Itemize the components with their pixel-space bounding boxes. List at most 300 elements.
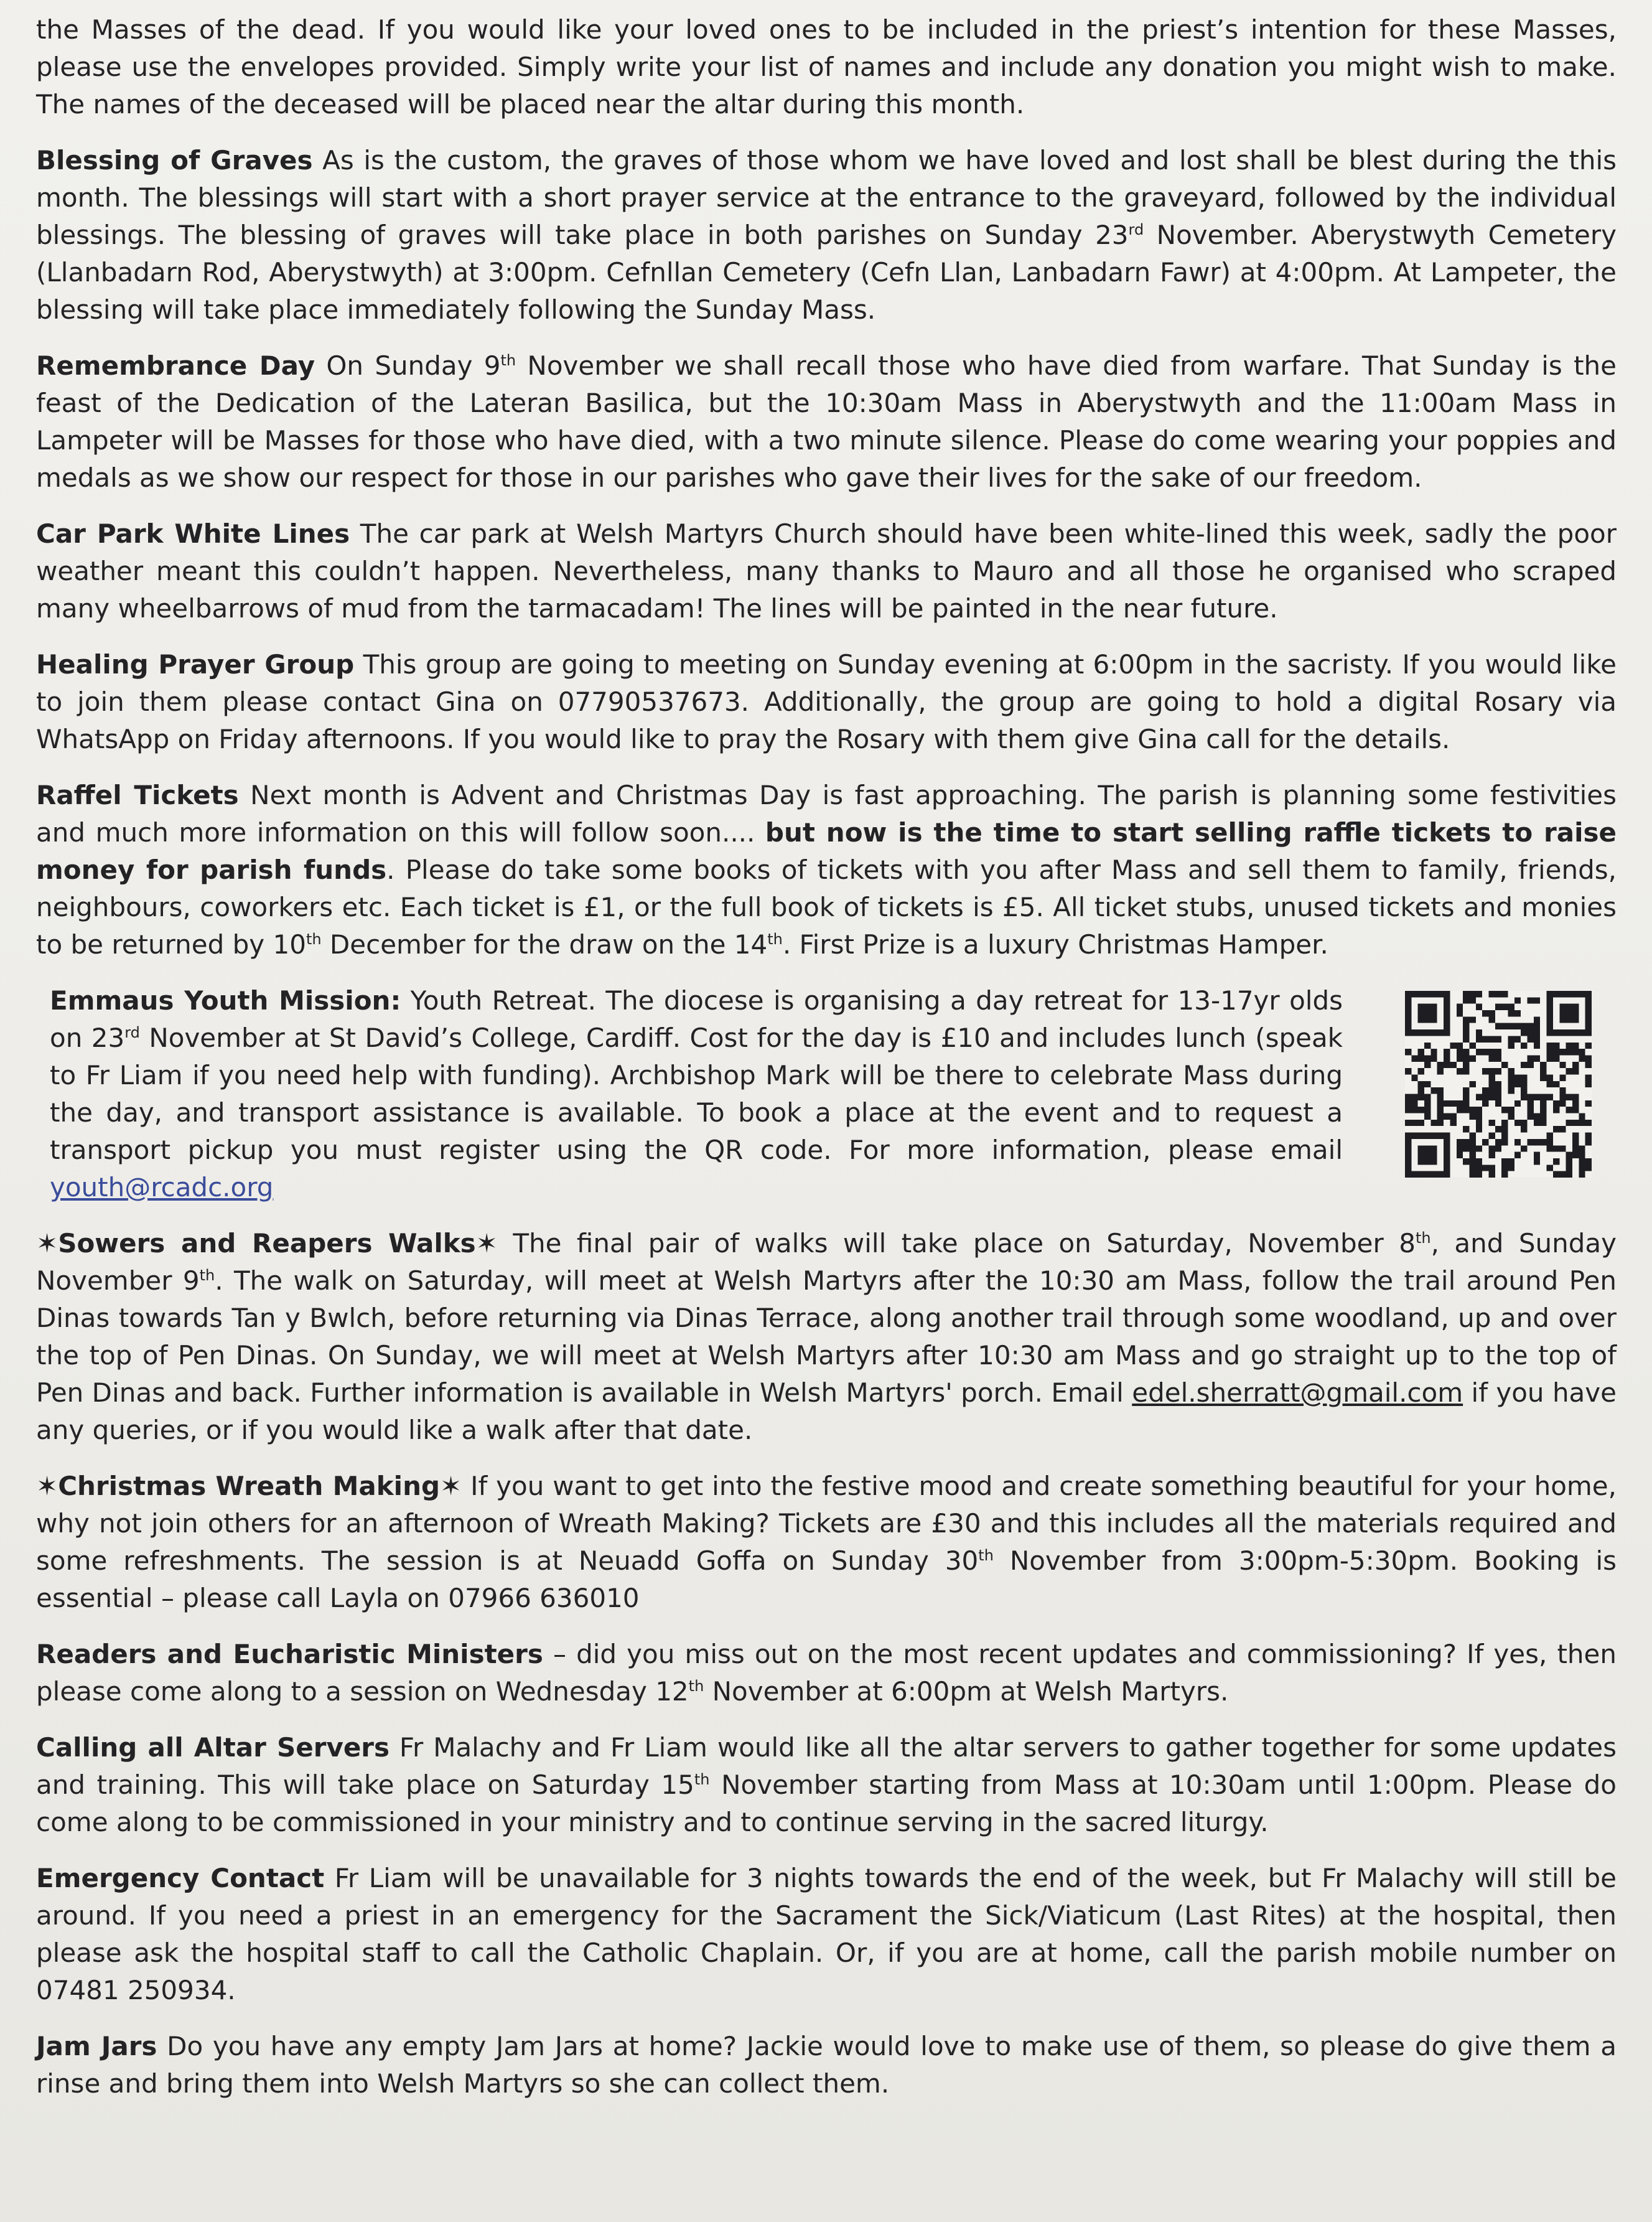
qr-module: [1476, 1029, 1482, 1036]
qr-module: [1495, 1145, 1501, 1151]
qr-module: [1579, 1158, 1585, 1165]
qr-module: [1418, 1055, 1424, 1061]
qr-module: [1424, 1081, 1430, 1087]
qr-module: [1528, 1062, 1534, 1068]
qr-module: [1476, 991, 1482, 997]
qr-module: [1553, 1126, 1559, 1132]
qr-module: [1585, 1133, 1592, 1139]
qr-module: [1463, 1023, 1469, 1029]
qr-module: [1405, 1068, 1411, 1074]
qr-module: [1585, 997, 1592, 1003]
qr-module: [1547, 1023, 1553, 1029]
qr-module: [1457, 1004, 1463, 1010]
emmaus-text-block: [36, 982, 1343, 1206]
remembrance-sup-1: th: [500, 352, 516, 369]
qr-module: [1572, 1139, 1579, 1145]
qr-module: [1528, 1029, 1534, 1036]
qr-module: [1579, 1152, 1585, 1158]
qr-module: [1488, 1055, 1495, 1061]
qr-module: [1572, 1043, 1579, 1049]
qr-module: [1405, 1029, 1411, 1036]
qr-module: [1488, 1171, 1495, 1178]
qr-module: [1437, 1100, 1444, 1107]
qr-module: [1424, 1145, 1430, 1151]
qr-module: [1566, 1010, 1572, 1016]
sowers-sup-1: th: [1415, 1229, 1431, 1247]
wreath-sup-1: th: [978, 1547, 994, 1564]
raffle-text-2: . Please do take some books of tickets with you after Mass and sell them to family, friends, neighbours, coworkers etc. Each ticket is £1, or the full book of tickets is £5. All ticket stubs, unused tickets and monies to be returned by 10: [36, 855, 1617, 960]
qr-module: [1463, 1036, 1469, 1042]
qr-module: [1430, 1016, 1437, 1023]
qr-module: [1585, 991, 1592, 997]
qr-module: [1528, 1094, 1534, 1100]
qr-module: [1495, 1094, 1501, 1100]
qr-module: [1437, 1029, 1444, 1036]
qr-module: [1534, 1094, 1540, 1100]
qr-module: [1476, 1094, 1482, 1100]
remembrance-text-1: On Sunday 9: [315, 350, 501, 381]
youth-email-link[interactable]: youth@rcadc.org: [50, 1172, 274, 1202]
qr-module: [1579, 991, 1585, 997]
qr-module: [1430, 1145, 1437, 1151]
qr-module: [1572, 1145, 1579, 1151]
qr-module: [1424, 1113, 1430, 1120]
qr-module: [1444, 1152, 1450, 1158]
qr-module: [1488, 1094, 1495, 1100]
raffle-text-3: December for the draw on the 14: [321, 929, 768, 960]
qr-module: [1572, 1120, 1579, 1126]
blessing-of-graves-notice: [36, 142, 1617, 329]
qr-module: [1553, 1043, 1559, 1049]
qr-module: [1547, 997, 1553, 1003]
qr-module: [1411, 1029, 1417, 1036]
qr-module: [1411, 1074, 1417, 1081]
qr-module: [1501, 1120, 1508, 1126]
qr-module: [1405, 1094, 1411, 1100]
qr-module: [1566, 1004, 1572, 1010]
qr-module: [1463, 1049, 1469, 1055]
qr-module: [1521, 1074, 1527, 1081]
qr-module: [1508, 1158, 1514, 1165]
qr-module: [1424, 1062, 1430, 1068]
qr-module: [1572, 991, 1579, 997]
qr-module: [1572, 1152, 1579, 1158]
qr-module: [1482, 1010, 1488, 1016]
qr-module: [1476, 1165, 1482, 1171]
qr-module: [1424, 1029, 1430, 1036]
qr-module: [1457, 1055, 1463, 1061]
qr-module: [1411, 991, 1417, 997]
jam-jars-notice: [36, 2028, 1617, 2102]
qr-module: [1508, 1036, 1514, 1042]
qr-module: [1521, 1029, 1527, 1036]
qr-module: [1418, 1049, 1424, 1055]
blessing-of-graves-heading: Blessing of Graves: [36, 145, 313, 176]
qr-module: [1444, 1100, 1450, 1107]
qr-module: [1405, 1100, 1411, 1107]
qr-module: [1566, 1120, 1572, 1126]
qr-module: [1534, 1120, 1540, 1126]
qr-module: [1411, 1133, 1417, 1139]
qr-module: [1547, 991, 1553, 997]
qr-module: [1553, 991, 1559, 997]
qr-module: [1566, 1043, 1572, 1049]
qr-module: [1437, 1107, 1444, 1113]
qr-module: [1457, 1043, 1463, 1049]
qr-module: [1585, 1029, 1592, 1036]
qr-module: [1405, 1139, 1411, 1145]
qr-module: [1559, 1100, 1566, 1107]
qr-module: [1469, 1016, 1475, 1023]
readers-text-1: – did you miss out on the most recent updates and commissioning? If yes, then please come along to a session on Wednesday 12: [36, 1639, 1617, 1707]
qr-module: [1476, 1036, 1482, 1042]
qr-module: [1488, 1087, 1495, 1094]
altar-servers-sup-1: th: [694, 1771, 710, 1788]
qr-module: [1547, 1049, 1553, 1055]
car-park-heading: Car Park White Lines: [36, 518, 350, 549]
qr-module: [1411, 1107, 1417, 1113]
qr-module: [1528, 1055, 1534, 1061]
qr-module: [1501, 1133, 1508, 1139]
qr-module: [1508, 1113, 1514, 1120]
qr-module: [1488, 1010, 1495, 1016]
qr-module: [1547, 1133, 1553, 1139]
qr-module: [1482, 1068, 1488, 1074]
qr-module: [1469, 997, 1475, 1003]
qr-module: [1424, 1171, 1430, 1178]
qr-module: [1418, 1081, 1424, 1087]
qr-module: [1437, 1068, 1444, 1074]
readers-text-2: November at 6:00pm at Welsh Martyrs.: [704, 1676, 1229, 1707]
qr-module: [1444, 1055, 1450, 1061]
qr-module: [1572, 1004, 1579, 1010]
qr-module: [1566, 1171, 1572, 1178]
qr-module: [1457, 1107, 1463, 1113]
car-park-text: The car park at Welsh Martyrs Church should have been white-lined this week, sadly the poor weather meant this couldn’t happen. Nevertheless, many thanks to Mauro and all those he organised who scraped many wheelbarrows of mud from the tarmacadam! The lines will be painted in the near future.: [36, 518, 1617, 624]
qr-module: [1547, 1043, 1553, 1049]
qr-module: [1572, 1100, 1579, 1107]
qr-module: [1566, 1165, 1572, 1171]
qr-module: [1444, 1010, 1450, 1016]
qr-module: [1444, 1113, 1450, 1120]
qr-module: [1444, 1029, 1450, 1036]
qr-module: [1469, 1152, 1475, 1158]
qr-module: [1463, 991, 1469, 997]
qr-module: [1450, 1062, 1456, 1068]
qr-module: [1534, 1139, 1540, 1145]
qr-module: [1514, 1120, 1521, 1126]
qr-module: [1469, 991, 1475, 997]
qr-module: [1534, 1055, 1540, 1061]
qr-code-icon[interactable]: [1405, 991, 1592, 1178]
qr-module: [1495, 1004, 1501, 1010]
qr-module: [1508, 1087, 1514, 1094]
blessing-text-1: As is the custom, the graves of those whom we have loved and lost shall be blest during the this month. The blessings will start with a short prayer service at the entrance to the graveyard, followed by the individual blessings. The blessing of graves will take place in both parishes on Sunday 23: [36, 145, 1617, 250]
qr-module: [1463, 1087, 1469, 1094]
sowers-text-4: if you have any queries, or if you would like a walk after that date.: [36, 1377, 1617, 1445]
qr-module: [1405, 1120, 1411, 1126]
qr-module: [1488, 1145, 1495, 1151]
qr-module: [1521, 1023, 1527, 1029]
qr-module: [1495, 1126, 1501, 1132]
qr-module: [1521, 1145, 1527, 1151]
qr-module: [1482, 1100, 1488, 1107]
qr-module: [1424, 1100, 1430, 1107]
emergency-contact-notice: [36, 1860, 1617, 2009]
qr-module: [1457, 1152, 1463, 1158]
qr-module: [1572, 1062, 1579, 1068]
qr-module: [1495, 1023, 1501, 1029]
qr-module: [1501, 1126, 1508, 1132]
qr-module: [1488, 1152, 1495, 1158]
qr-module: [1495, 1100, 1501, 1107]
qr-module: [1482, 1139, 1488, 1145]
qr-module: [1521, 1087, 1527, 1094]
qr-module: [1488, 1049, 1495, 1055]
qr-module: [1579, 1145, 1585, 1151]
qr-module: [1430, 991, 1437, 997]
qr-module: [1514, 1139, 1521, 1145]
sowers-reapers-notice: [36, 1225, 1617, 1449]
wreath-text-1: If you want to get into the festive mood and create something beautiful for your home, why not join others for an afternoon of Wreath Making? Tickets are £30 and this includes all the materials required and some refreshments. The session is at Neuadd Goffa on Sunday 30: [36, 1471, 1617, 1576]
qr-module: [1534, 1158, 1540, 1165]
qr-module: [1501, 1165, 1508, 1171]
qr-module: [1528, 1023, 1534, 1029]
qr-module: [1501, 1004, 1508, 1010]
qr-module: [1521, 1062, 1527, 1068]
qr-module: [1418, 1107, 1424, 1113]
qr-module: [1482, 1049, 1488, 1055]
qr-module: [1437, 1120, 1444, 1126]
qr-module: [1476, 1145, 1482, 1151]
qr-module: [1547, 1094, 1553, 1100]
qr-module: [1418, 1152, 1424, 1158]
qr-module: [1547, 1055, 1553, 1061]
qr-module: [1418, 1158, 1424, 1165]
qr-module: [1437, 1094, 1444, 1100]
qr-module: [1437, 1133, 1444, 1139]
qr-module: [1424, 1152, 1430, 1158]
qr-module: [1430, 1171, 1437, 1178]
qr-module: [1540, 1068, 1546, 1074]
qr-module: [1534, 1113, 1540, 1120]
qr-module: [1405, 1010, 1411, 1016]
qr-module: [1405, 1165, 1411, 1171]
emergency-heading: Emergency Contact: [36, 1863, 325, 1893]
sowers-text-1: The final pair of walks will take place on Saturday, November 8: [497, 1228, 1416, 1259]
qr-module: [1418, 1004, 1424, 1010]
qr-module: [1488, 1120, 1495, 1126]
qr-module: [1508, 1068, 1514, 1074]
qr-module: [1534, 1016, 1540, 1023]
qr-module: [1430, 1087, 1437, 1094]
qr-module: [1559, 1171, 1566, 1178]
qr-module: [1585, 1139, 1592, 1145]
qr-module: [1566, 1016, 1572, 1023]
qr-module: [1411, 1055, 1417, 1061]
altar-servers-notice: [36, 1729, 1617, 1841]
qr-module: [1547, 1081, 1553, 1087]
qr-module: [1444, 1165, 1450, 1171]
qr-module: [1463, 1068, 1469, 1074]
qr-module: [1405, 1145, 1411, 1151]
qr-module: [1508, 1081, 1514, 1087]
qr-module: [1514, 1036, 1521, 1042]
sowers-text-3: . The walk on Saturday, will meet at Welsh Martyrs after the 10:30 am Mass, follow the trail around Pen Dinas towards Tan y Bwlch, before returning via Dinas Terrace, along another trail through some woodland, up and over the top of Pen Dinas. On Sunday, we will meet at Welsh Martyrs after 10:30 am Mass and go straight up to the top of Pen Dinas and back. Further information is available in Welsh Martyrs' porch. Email: [36, 1265, 1617, 1408]
qr-module: [1553, 1107, 1559, 1113]
qr-module: [1463, 1126, 1469, 1132]
qr-module: [1469, 1043, 1475, 1049]
qr-module: [1585, 1074, 1592, 1081]
qr-module: [1559, 1074, 1566, 1081]
emmaus-youth-mission-notice: [36, 982, 1617, 1206]
qr-module: [1444, 991, 1450, 997]
qr-module: [1430, 1152, 1437, 1158]
wreath-text-2: November from 3:00pm-5:30pm. Booking is essential – please call Layla on 07966 636010: [36, 1545, 1617, 1613]
qr-module: [1418, 1016, 1424, 1023]
qr-module: [1488, 1165, 1495, 1171]
qr-module: [1405, 1016, 1411, 1023]
qr-module: [1405, 1049, 1411, 1055]
sowers-sup-2: th: [199, 1267, 215, 1284]
qr-module: [1528, 1107, 1534, 1113]
qr-module: [1495, 1139, 1501, 1145]
qr-module: [1424, 1107, 1430, 1113]
qr-module: [1444, 1004, 1450, 1010]
qr-module: [1572, 1107, 1579, 1113]
qr-module: [1501, 1158, 1508, 1165]
edel-email-link[interactable]: edel.sherratt@gmail.com: [1132, 1377, 1463, 1408]
qr-module: [1540, 1062, 1546, 1068]
emmaus-text-1: Youth Retreat. The diocese is organising a day retreat for 13-17yr olds on 23: [50, 985, 1343, 1053]
altar-servers-heading: Calling all Altar Servers: [36, 1732, 390, 1763]
qr-module: [1521, 1043, 1527, 1049]
qr-module: [1476, 1049, 1482, 1055]
car-park-notice: [36, 515, 1617, 627]
qr-module: [1424, 991, 1430, 997]
qr-module: [1528, 997, 1534, 1003]
qr-module: [1540, 1120, 1546, 1126]
qr-module: [1463, 1100, 1469, 1107]
qr-module: [1457, 1139, 1463, 1145]
qr-module: [1553, 1171, 1559, 1178]
qr-module: [1566, 1107, 1572, 1113]
qr-module: [1444, 997, 1450, 1003]
qr-module: [1553, 1055, 1559, 1061]
qr-module: [1482, 1036, 1488, 1042]
qr-module: [1534, 1043, 1540, 1049]
qr-module: [1566, 1029, 1572, 1036]
qr-module: [1508, 1010, 1514, 1016]
qr-module: [1547, 1016, 1553, 1023]
qr-module: [1482, 1087, 1488, 1094]
qr-module: [1540, 1094, 1546, 1100]
qr-module: [1553, 1049, 1559, 1055]
qr-module: [1469, 1165, 1475, 1171]
qr-module: [1469, 1133, 1475, 1139]
qr-module: [1444, 1133, 1450, 1139]
qr-module: [1559, 1145, 1566, 1151]
qr-module: [1559, 991, 1566, 997]
qr-module: [1463, 997, 1469, 1003]
qr-module: [1559, 1049, 1566, 1055]
qr-module: [1418, 991, 1424, 997]
qr-module: [1508, 1004, 1514, 1010]
qr-module: [1495, 1036, 1501, 1042]
qr-module: [1585, 1004, 1592, 1010]
qr-module: [1540, 1113, 1546, 1120]
qr-module: [1534, 1152, 1540, 1158]
qr-module: [1457, 1145, 1463, 1151]
qr-module: [1572, 1010, 1579, 1016]
qr-module: [1495, 1087, 1501, 1094]
qr-module: [1508, 1043, 1514, 1049]
qr-module: [1405, 1133, 1411, 1139]
qr-module: [1430, 1010, 1437, 1016]
altar-servers-text-1: Fr Malachy and Fr Liam would like all the altar servers to gather together for some updates and training. This will take place on Saturday 15: [36, 1732, 1617, 1800]
qr-module: [1437, 1113, 1444, 1120]
qr-module: [1495, 991, 1501, 997]
qr-module: [1547, 1004, 1553, 1010]
readers-heading: Readers and Eucharistic Ministers: [36, 1639, 543, 1669]
qr-module: [1405, 997, 1411, 1003]
qr-module: [1585, 1158, 1592, 1165]
raffle-sup-2: th: [767, 931, 783, 948]
qr-module: [1469, 1158, 1475, 1165]
qr-module: [1501, 1107, 1508, 1113]
qr-module: [1424, 1010, 1430, 1016]
qr-module: [1528, 1113, 1534, 1120]
qr-module: [1424, 1158, 1430, 1165]
qr-module: [1559, 1029, 1566, 1036]
qr-module: [1559, 1094, 1566, 1100]
qr-module: [1521, 1120, 1527, 1126]
qr-module: [1463, 1029, 1469, 1036]
qr-module: [1405, 1158, 1411, 1165]
qr-module: [1585, 1023, 1592, 1029]
qr-module: [1495, 1081, 1501, 1087]
qr-module: [1450, 1043, 1456, 1049]
qr-module: [1411, 1171, 1417, 1178]
qr-module: [1424, 1133, 1430, 1139]
qr-module: [1566, 991, 1572, 997]
qr-module: [1444, 1023, 1450, 1029]
qr-module: [1514, 997, 1521, 1003]
qr-code-graphic: [1405, 991, 1592, 1178]
qr-module: [1572, 1094, 1579, 1100]
qr-module: [1501, 1139, 1508, 1145]
qr-module: [1585, 1010, 1592, 1016]
qr-module: [1463, 1145, 1469, 1151]
qr-module: [1463, 1094, 1469, 1100]
qr-module: [1559, 1010, 1566, 1016]
qr-module: [1476, 1171, 1482, 1178]
qr-module: [1424, 1004, 1430, 1010]
qr-module: [1521, 1081, 1527, 1087]
qr-module: [1528, 1100, 1534, 1107]
qr-module: [1405, 1171, 1411, 1178]
qr-module: [1521, 1126, 1527, 1132]
raffle-text-4: . First Prize is a luxury Christmas Hamper.: [782, 929, 1328, 960]
qr-module: [1476, 1126, 1482, 1132]
emmaus-text-2: November at St David’s College, Cardiff. Cost for the day is £10 and includes lunch (speak to Fr Liam if you need help with funding). Archbishop Mark will be there to celebrate Mass during the day, and transport assistance is available. To book a place at the event and to request a transport pickup you must register using the QR code. For more information, please email: [50, 1023, 1343, 1165]
qr-module: [1495, 1068, 1501, 1074]
qr-module: [1430, 1049, 1437, 1055]
qr-module: [1457, 1049, 1463, 1055]
qr-module: [1514, 1074, 1521, 1081]
qr-module: [1572, 1133, 1579, 1139]
readers-ministers-notice: [36, 1636, 1617, 1710]
